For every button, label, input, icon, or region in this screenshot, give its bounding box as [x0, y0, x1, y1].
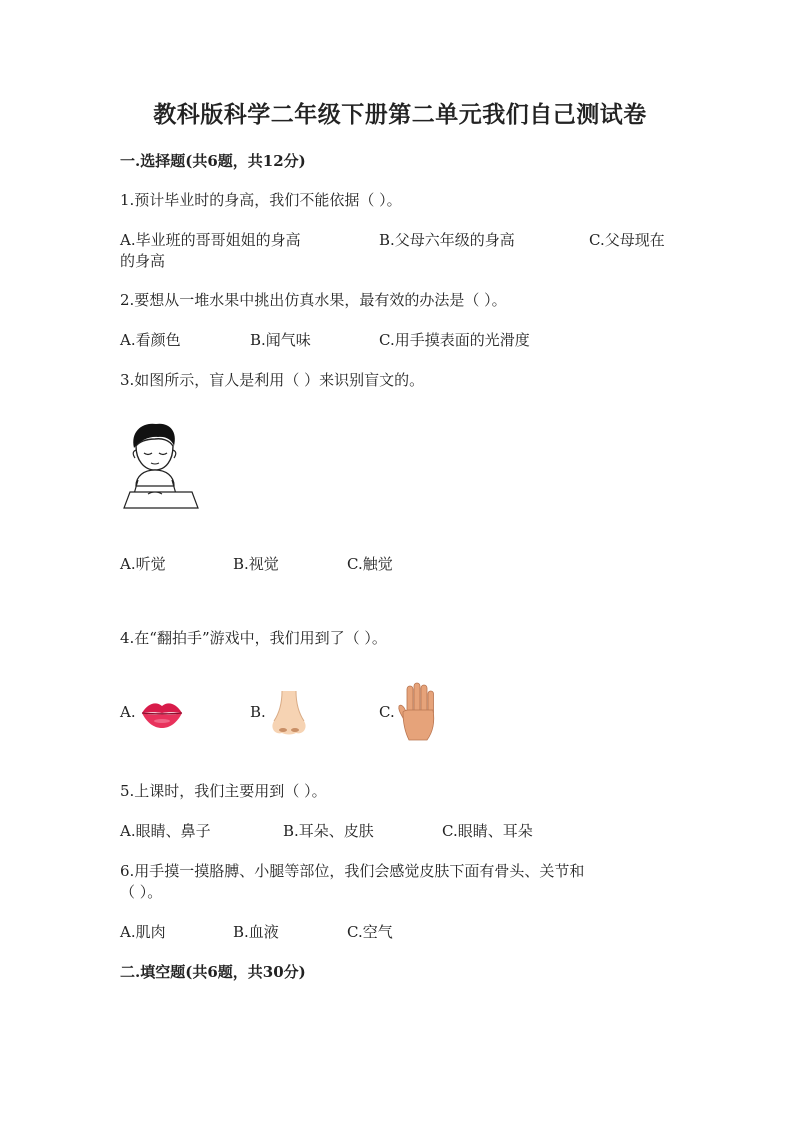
- question-3: 3.如图所示，盲人是利用（ ）来识别盲文的。: [120, 371, 425, 389]
- q4-option-b: B.: [250, 703, 266, 721]
- q5-option-c: C.眼睛、耳朵: [442, 822, 533, 840]
- q5-option-a: A.眼睛、鼻子: [120, 822, 211, 840]
- q3-option-c: C.触觉: [347, 555, 393, 573]
- question-2: 2.要想从一堆水果中挑出仿真水果，最有效的办法是（ ）。: [120, 291, 507, 309]
- q1-option-c-continued: 的身高: [120, 252, 166, 270]
- question-5: 5.上课时，我们主要用到（ ）。: [120, 782, 327, 800]
- page-title: 教科版科学二年级下册第二单元我们自己测试卷: [153, 101, 647, 128]
- q3-option-a: A.听觉: [120, 555, 166, 573]
- q1-option-b: B.父母六年级的身高: [379, 231, 515, 249]
- q6-option-a: A.肌肉: [120, 923, 166, 941]
- q4-option-a: A.: [120, 703, 136, 721]
- q6-option-b: B.血液: [233, 923, 279, 941]
- lips-icon: [140, 697, 184, 729]
- q4-option-c: C.: [379, 703, 395, 721]
- q1-option-a: A.毕业班的哥哥姐姐的身高: [120, 231, 301, 249]
- question-6: 6.用手摸一摸胳膊、小腿等部位，我们会感觉皮肤下面有骨头、关节和: [120, 862, 585, 880]
- q2-option-a: A.看颜色: [120, 331, 181, 349]
- q2-option-c: C.用手摸表面的光滑度: [379, 331, 530, 349]
- q6-option-c: C.空气: [347, 923, 393, 941]
- nose-icon: [268, 689, 310, 737]
- question-4: 4.在“翻拍手”游戏中，我们用到了（ ）。: [120, 629, 387, 647]
- q1-option-c: C.父母现在: [589, 231, 665, 249]
- q2-option-b: B.闻气味: [250, 331, 311, 349]
- section-heading-fill-in: 二.填空题(共6题，共30分): [120, 963, 306, 981]
- question-6-continued: （ ）。: [120, 883, 163, 901]
- section-heading-choice: 一.选择题(共6题，共12分): [120, 152, 306, 170]
- q3-option-b: B.视觉: [233, 555, 279, 573]
- hand-icon: [395, 682, 441, 742]
- q5-option-b: B.耳朵、皮肤: [283, 822, 374, 840]
- question-1: 1.预计毕业时的身高，我们不能依据（ ）。: [120, 191, 402, 209]
- blind-boy-reading-icon: [122, 420, 200, 510]
